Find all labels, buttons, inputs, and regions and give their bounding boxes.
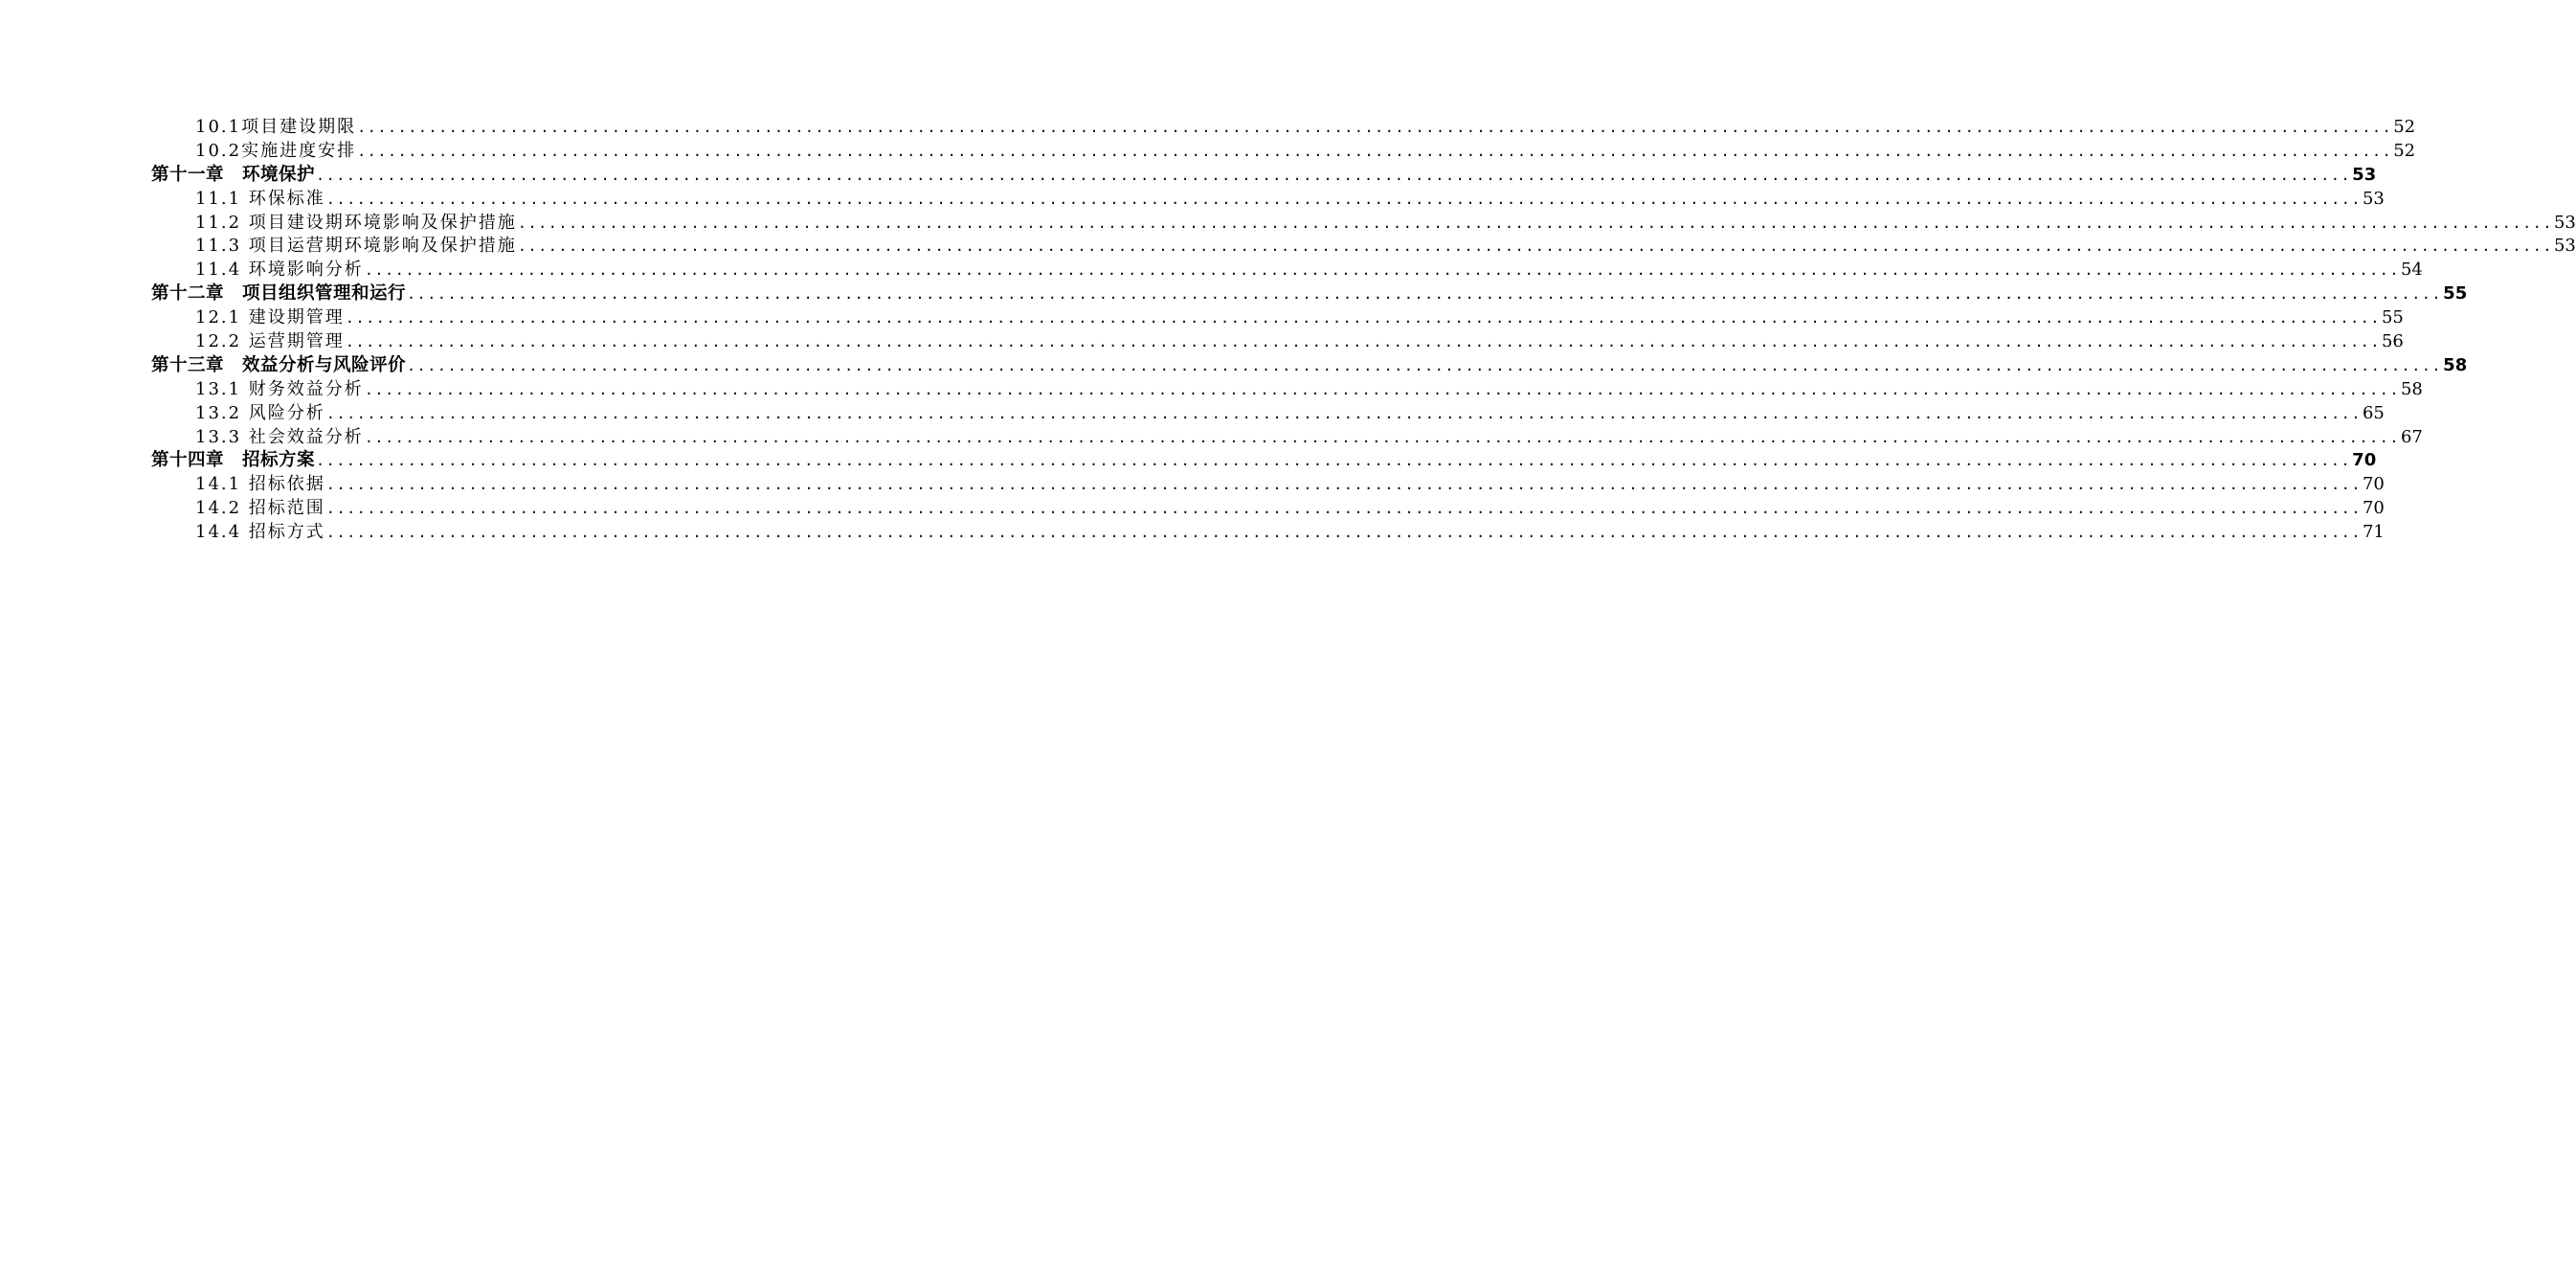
toc-entry-line — [151, 164, 2377, 188]
toc-chapter-entry[interactable] — [0, 282, 2468, 306]
toc-section-entry[interactable] — [0, 426, 2423, 450]
toc-section-entry[interactable] — [0, 473, 2385, 497]
toc-entry-line — [195, 402, 2385, 426]
dot-leader: ........................................................................................................................................................................................................ — [364, 261, 2400, 280]
toc-section-entry[interactable] — [0, 116, 2416, 140]
toc-entry-title: 13.1 财务效益分析 — [195, 378, 364, 399]
toc-page-number: 55 — [2443, 283, 2468, 305]
toc-section-entry[interactable] — [0, 497, 2385, 521]
toc-entry-line — [195, 235, 2576, 259]
toc-chapter-entry[interactable] — [0, 354, 2468, 378]
toc-entry-title: 第十一章 环境保护 — [151, 164, 316, 185]
dot-leader: ........................................................................................................................................................................................................ — [517, 214, 2553, 232]
toc-entry-line — [151, 449, 2377, 473]
dot-leader: ........................................................................................................................................................................................................ — [517, 237, 2553, 256]
dot-leader: ........................................................................................................................................................................................................ — [316, 452, 2352, 470]
toc-page-number: 55 — [2381, 307, 2404, 328]
toc-page-number: 53 — [2553, 236, 2576, 257]
dot-leader: ........................................................................................................................................................................................................ — [325, 500, 2362, 518]
toc-entry-title: 13.2 风险分析 — [195, 402, 325, 423]
toc-page-number: 58 — [2400, 378, 2423, 399]
toc-chapter-entry[interactable] — [0, 164, 2377, 188]
toc-section-entry[interactable] — [0, 212, 2576, 236]
toc-page-number: 56 — [2381, 331, 2404, 352]
toc-page-number: 70 — [2362, 498, 2385, 519]
toc-entry-title: 13.3 社会效益分析 — [195, 426, 364, 447]
table-of-contents — [0, 116, 2576, 545]
toc-page-number: 70 — [2352, 450, 2377, 471]
toc-entry-line — [195, 259, 2423, 282]
toc-section-entry[interactable] — [0, 378, 2423, 402]
toc-entry-line — [195, 378, 2423, 402]
toc-chapter-entry[interactable] — [0, 449, 2377, 473]
toc-entry-title: 11.3 项目运营期环境影响及保护措施 — [195, 236, 517, 257]
dot-leader: ........................................................................................................................................................................................................ — [316, 166, 2352, 184]
toc-page-number: 52 — [2393, 117, 2416, 137]
toc-section-entry[interactable] — [0, 140, 2416, 164]
toc-entry-title: 10.2实施进度安排 — [195, 140, 357, 161]
toc-entry-line — [151, 282, 2468, 306]
toc-entry-line — [195, 188, 2385, 212]
toc-entry-line — [195, 330, 2404, 354]
toc-entry-title: 11.1 环保标准 — [195, 188, 325, 209]
toc-page-number: 53 — [2352, 164, 2377, 185]
toc-entry-title: 10.1项目建设期限 — [195, 117, 357, 137]
toc-section-entry[interactable] — [0, 306, 2404, 330]
dot-leader: ........................................................................................................................................................................................................ — [364, 428, 2400, 446]
toc-entry-title: 14.4 招标方式 — [195, 522, 325, 543]
toc-section-entry[interactable] — [0, 402, 2385, 426]
toc-entry-line — [195, 497, 2385, 521]
dot-leader: ........................................................................................................................................................................................................ — [357, 119, 2393, 136]
toc-section-entry[interactable] — [0, 259, 2423, 282]
toc-entry-title: 14.2 招标范围 — [195, 498, 325, 519]
dot-leader: ........................................................................................................................................................................................................ — [364, 380, 2400, 398]
toc-entry-line — [195, 212, 2576, 236]
dot-leader: ........................................................................................................................................................................................................ — [345, 309, 2381, 327]
toc-section-entry[interactable] — [0, 521, 2385, 545]
toc-page-number: 52 — [2393, 140, 2416, 161]
toc-page-number: 58 — [2443, 354, 2468, 375]
toc-entry-line — [195, 140, 2416, 164]
toc-page-number: 54 — [2400, 260, 2423, 281]
toc-section-entry[interactable] — [0, 188, 2385, 212]
dot-leader: ........................................................................................................................................................................................................ — [325, 476, 2362, 494]
dot-leader: ........................................................................................................................................................................................................ — [325, 524, 2362, 542]
toc-entry-title: 第十三章 效益分析与风险评价 — [151, 354, 407, 375]
toc-entry-line — [195, 521, 2385, 545]
toc-entry-title: 第十二章 项目组织管理和运行 — [151, 283, 407, 305]
dot-leader: ........................................................................................................................................................................................................ — [325, 404, 2362, 422]
toc-entry-title: 14.1 招标依据 — [195, 474, 325, 495]
toc-page-number: 53 — [2362, 188, 2385, 209]
toc-entry-line — [195, 116, 2416, 140]
dot-leader: ........................................................................................................................................................................................................ — [407, 285, 2443, 304]
toc-page-number: 70 — [2362, 474, 2385, 495]
dot-leader: ........................................................................................................................................................................................................ — [345, 333, 2381, 351]
toc-page-number: 67 — [2400, 426, 2423, 447]
toc-page-number: 71 — [2362, 522, 2385, 543]
toc-entry-title: 12.1 建设期管理 — [195, 307, 345, 328]
dot-leader: ........................................................................................................................................................................................................ — [407, 356, 2443, 374]
toc-section-entry[interactable] — [0, 235, 2576, 259]
toc-page-number: 53 — [2553, 212, 2576, 233]
toc-entry-title: 11.2 项目建设期环境影响及保护措施 — [195, 212, 517, 233]
toc-entry-title: 12.2 运营期管理 — [195, 331, 345, 352]
dot-leader: ........................................................................................................................................................................................................ — [325, 190, 2362, 208]
toc-section-entry[interactable] — [0, 330, 2404, 354]
toc-entry-line — [195, 426, 2423, 450]
dot-leader: ........................................................................................................................................................................................................ — [357, 142, 2393, 160]
toc-page-number: 65 — [2362, 402, 2385, 423]
toc-entry-line — [195, 306, 2404, 330]
toc-entry-title: 第十四章 招标方案 — [151, 450, 316, 471]
toc-entry-line — [195, 473, 2385, 497]
toc-entry-title: 11.4 环境影响分析 — [195, 260, 364, 281]
toc-entry-line — [151, 354, 2468, 378]
